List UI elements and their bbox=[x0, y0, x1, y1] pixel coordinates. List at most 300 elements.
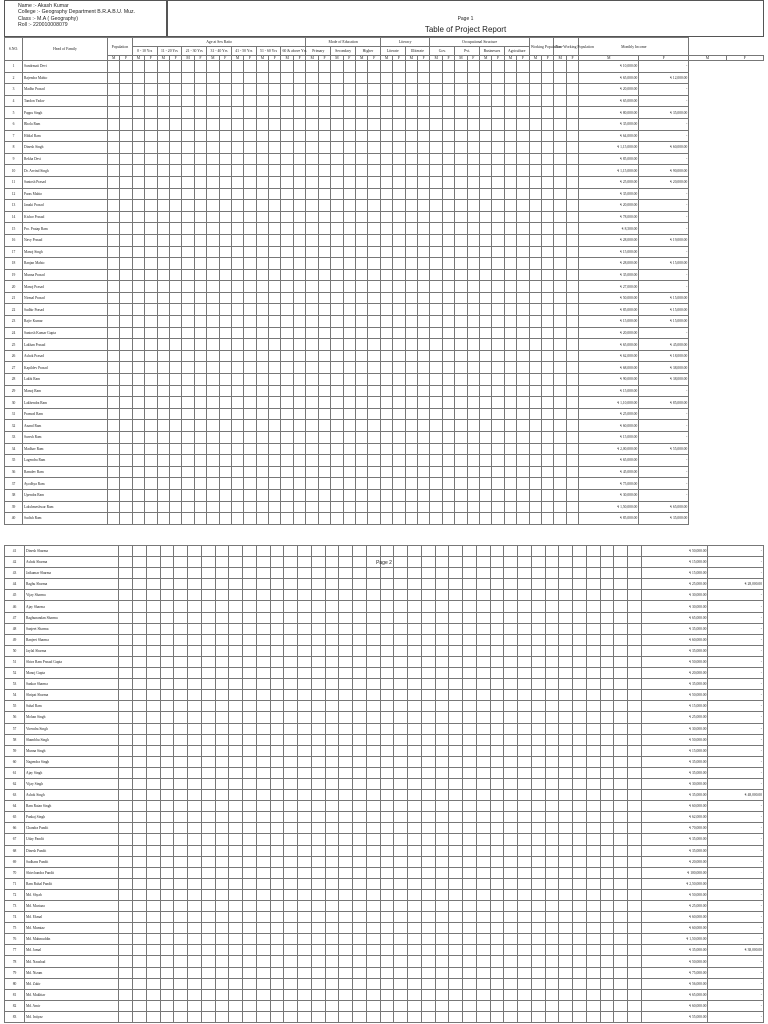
cell-count bbox=[542, 246, 554, 258]
cell-income-male: ₹ 60,000.00 bbox=[641, 634, 708, 645]
cell-count bbox=[408, 856, 422, 867]
cell-count bbox=[270, 612, 284, 623]
cell-income-male: ₹ 25,000.00 bbox=[579, 408, 639, 420]
cell-count bbox=[421, 989, 435, 1000]
cell-count bbox=[368, 385, 380, 397]
cell-count bbox=[380, 978, 394, 989]
cell-count bbox=[529, 269, 541, 281]
cell-count bbox=[298, 867, 312, 878]
cell-count bbox=[243, 701, 257, 712]
cell-count bbox=[517, 246, 530, 258]
cell-count bbox=[269, 188, 281, 200]
cell-count bbox=[504, 234, 516, 246]
cell-count bbox=[600, 623, 614, 634]
cell-count bbox=[517, 84, 530, 96]
cell-count bbox=[356, 84, 368, 96]
cell-count bbox=[573, 889, 587, 900]
cell-count bbox=[231, 200, 243, 212]
cell-count bbox=[343, 304, 355, 316]
cell-count bbox=[476, 1011, 490, 1022]
cell-count bbox=[480, 211, 492, 223]
cell-count bbox=[219, 362, 231, 374]
cell-count bbox=[628, 812, 642, 823]
cell-count bbox=[600, 767, 614, 778]
cell-count bbox=[215, 745, 229, 756]
cell-count bbox=[243, 790, 257, 801]
cell-count bbox=[256, 118, 268, 130]
cell-count bbox=[421, 790, 435, 801]
cell-count bbox=[331, 84, 343, 96]
cell-count bbox=[194, 130, 206, 142]
col-sex: M bbox=[689, 56, 726, 61]
cell-count bbox=[132, 397, 144, 409]
cell-count bbox=[281, 432, 293, 444]
cell-count bbox=[614, 801, 628, 812]
cell-count bbox=[325, 579, 339, 590]
cell-sno: 79 bbox=[5, 967, 25, 978]
cell-count bbox=[405, 292, 417, 304]
cell-count bbox=[393, 397, 405, 409]
cell-count bbox=[298, 701, 312, 712]
table-row bbox=[5, 790, 764, 801]
cell-count bbox=[430, 281, 442, 293]
cell-count bbox=[463, 889, 477, 900]
cell-count bbox=[146, 923, 160, 934]
cell-count bbox=[492, 118, 504, 130]
cell-count bbox=[418, 153, 430, 165]
cell-count bbox=[559, 934, 573, 945]
cell-count bbox=[343, 188, 355, 200]
cell-count bbox=[542, 200, 554, 212]
cell-count bbox=[380, 645, 394, 656]
cell-count bbox=[311, 579, 325, 590]
cell-count bbox=[284, 812, 298, 823]
cell-count bbox=[492, 61, 504, 73]
col-sex: M bbox=[331, 56, 343, 61]
cell-count bbox=[229, 856, 243, 867]
cell-count bbox=[318, 142, 330, 154]
cell-count bbox=[356, 107, 368, 119]
cell-count bbox=[600, 856, 614, 867]
cell-count bbox=[231, 188, 243, 200]
cell-count bbox=[421, 579, 435, 590]
cell-count bbox=[366, 845, 380, 856]
cell-head-name: Manoj Gupta bbox=[24, 668, 118, 679]
col-head-of-family: Head of Family bbox=[23, 38, 108, 61]
cell-count bbox=[600, 889, 614, 900]
cell-income-male: ₹ 50,000.00 bbox=[641, 690, 708, 701]
cell-count bbox=[356, 489, 368, 501]
cell-count bbox=[120, 176, 132, 188]
cell-count bbox=[243, 601, 257, 612]
cell-count bbox=[545, 690, 559, 701]
cell-count bbox=[531, 867, 545, 878]
col-population: Population bbox=[108, 38, 133, 56]
cell-count bbox=[380, 634, 394, 645]
cell-count bbox=[518, 623, 532, 634]
cell-count bbox=[169, 385, 181, 397]
cell-count bbox=[145, 107, 157, 119]
cell-count bbox=[293, 455, 306, 467]
cell-count bbox=[256, 489, 268, 501]
cell-count bbox=[380, 455, 392, 467]
cell-count bbox=[284, 634, 298, 645]
cell-count bbox=[529, 130, 541, 142]
cell-count bbox=[298, 723, 312, 734]
cell-count bbox=[490, 679, 504, 690]
cell-count bbox=[256, 513, 268, 525]
cell-count bbox=[492, 489, 504, 501]
cell-count bbox=[463, 690, 477, 701]
cell-count bbox=[132, 385, 144, 397]
cell-count bbox=[194, 316, 206, 328]
cell-count bbox=[120, 350, 132, 362]
cell-count bbox=[366, 778, 380, 789]
cell-count bbox=[298, 668, 312, 679]
cell-income-female: - bbox=[708, 734, 764, 745]
cell-count bbox=[215, 623, 229, 634]
cell-count bbox=[281, 489, 293, 501]
cell-count bbox=[531, 601, 545, 612]
cell-count bbox=[449, 790, 463, 801]
cell-count bbox=[600, 1011, 614, 1022]
cell-count bbox=[133, 823, 147, 834]
cell-count bbox=[343, 362, 355, 374]
cell-income-male: ₹ 28,000.00 bbox=[579, 234, 639, 246]
cell-count bbox=[133, 901, 147, 912]
cell-count bbox=[449, 712, 463, 723]
cell-count bbox=[554, 443, 566, 455]
table-row bbox=[5, 362, 764, 374]
cell-count bbox=[284, 723, 298, 734]
cell-count bbox=[157, 95, 169, 107]
cell-count bbox=[380, 292, 392, 304]
cell-income-male: ₹ 15,000.00 bbox=[579, 316, 639, 328]
cell-count bbox=[455, 304, 467, 316]
cell-count bbox=[418, 142, 430, 154]
cell-count bbox=[449, 923, 463, 934]
cell-count bbox=[132, 142, 144, 154]
cell-count bbox=[586, 823, 600, 834]
cell-count bbox=[490, 778, 504, 789]
cell-count bbox=[421, 945, 435, 956]
table-row bbox=[5, 455, 764, 467]
cell-count bbox=[311, 656, 325, 667]
cell-count bbox=[231, 61, 243, 73]
cell-count bbox=[455, 362, 467, 374]
cell-income-male: ₹ 20,000.00 bbox=[641, 856, 708, 867]
cell-count bbox=[463, 712, 477, 723]
cell-count bbox=[182, 61, 194, 73]
cell-count bbox=[318, 408, 330, 420]
cell-count bbox=[231, 211, 243, 223]
cell-count bbox=[219, 142, 231, 154]
cell-count bbox=[244, 107, 256, 119]
cell-count bbox=[394, 1000, 408, 1011]
cell-count bbox=[270, 546, 284, 557]
cell-count bbox=[492, 176, 504, 188]
cell-count bbox=[600, 978, 614, 989]
cell-count bbox=[311, 712, 325, 723]
cell-count bbox=[353, 756, 367, 767]
cell-count bbox=[298, 645, 312, 656]
cell-count bbox=[306, 165, 318, 177]
cell-count bbox=[586, 945, 600, 956]
cell-count bbox=[504, 889, 518, 900]
cell-count bbox=[306, 223, 318, 235]
cell-count bbox=[418, 165, 430, 177]
cell-count bbox=[339, 778, 353, 789]
cell-count bbox=[343, 327, 355, 339]
cell-count bbox=[566, 61, 578, 73]
cell-count bbox=[343, 478, 355, 490]
cell-count bbox=[614, 989, 628, 1000]
cell-income-female: ₹ 35,000.00 bbox=[639, 513, 689, 525]
cell-count bbox=[531, 590, 545, 601]
col-sex: M bbox=[455, 56, 467, 61]
cell-count bbox=[490, 546, 504, 557]
cell-count bbox=[380, 176, 392, 188]
cell-count bbox=[545, 623, 559, 634]
cell-count bbox=[628, 1011, 642, 1022]
cell-income-male: ₹ 30,000.00 bbox=[641, 601, 708, 612]
cell-count bbox=[586, 878, 600, 889]
cell-count bbox=[430, 385, 442, 397]
cell-count bbox=[318, 443, 330, 455]
cell-income-female: - bbox=[639, 153, 689, 165]
cell-count bbox=[207, 478, 219, 490]
cell-count bbox=[586, 634, 600, 645]
cell-count bbox=[586, 734, 600, 745]
cell-count bbox=[284, 978, 298, 989]
cell-count bbox=[182, 455, 194, 467]
cell-count bbox=[281, 455, 293, 467]
cell-count bbox=[133, 878, 147, 889]
cell-count bbox=[160, 834, 174, 845]
cell-count bbox=[566, 153, 578, 165]
cell-count bbox=[293, 211, 306, 223]
cell-income-female: - bbox=[708, 612, 764, 623]
cell-count bbox=[331, 374, 343, 386]
cell-count bbox=[231, 258, 243, 270]
cell-count bbox=[229, 690, 243, 701]
cell-count bbox=[394, 967, 408, 978]
cell-count bbox=[435, 1011, 449, 1022]
cell-count bbox=[182, 176, 194, 188]
cell-count bbox=[455, 443, 467, 455]
col-edu-level: Higher bbox=[356, 47, 381, 56]
cell-count bbox=[132, 292, 144, 304]
cell-count bbox=[244, 327, 256, 339]
cell-count bbox=[405, 246, 417, 258]
cell-count bbox=[174, 934, 188, 945]
cell-count bbox=[256, 989, 270, 1000]
cell-count bbox=[492, 223, 504, 235]
cell-count bbox=[366, 590, 380, 601]
cell-count bbox=[182, 258, 194, 270]
cell-count bbox=[298, 956, 312, 967]
cell-count bbox=[518, 546, 532, 557]
cell-count bbox=[201, 701, 215, 712]
cell-count bbox=[215, 867, 229, 878]
cell-count bbox=[455, 84, 467, 96]
cell-sno: 15 bbox=[5, 223, 23, 235]
cell-count bbox=[174, 845, 188, 856]
cell-count bbox=[529, 246, 541, 258]
cell-count bbox=[269, 385, 281, 397]
cell-count bbox=[201, 901, 215, 912]
cell-count bbox=[393, 95, 405, 107]
cell-count bbox=[394, 989, 408, 1000]
cell-count bbox=[430, 478, 442, 490]
cell-count bbox=[467, 153, 479, 165]
cell-count bbox=[430, 130, 442, 142]
cell-count bbox=[518, 612, 532, 623]
cell-count bbox=[449, 601, 463, 612]
cell-count bbox=[215, 1011, 229, 1022]
cell-count bbox=[146, 1011, 160, 1022]
cell-sno: 80 bbox=[5, 978, 25, 989]
cell-count bbox=[281, 211, 293, 223]
cell-count bbox=[405, 316, 417, 328]
cell-count bbox=[517, 234, 530, 246]
cell-count bbox=[559, 623, 573, 634]
cell-count bbox=[559, 701, 573, 712]
cell-count bbox=[480, 72, 492, 84]
cell-count bbox=[421, 645, 435, 656]
cell-count bbox=[119, 723, 133, 734]
cell-count bbox=[269, 316, 281, 328]
cell-income-female: - bbox=[639, 489, 689, 501]
cell-count bbox=[492, 281, 504, 293]
cell-count bbox=[194, 292, 206, 304]
cell-sno: 65 bbox=[5, 812, 25, 823]
cell-count bbox=[529, 501, 541, 513]
cell-count bbox=[554, 84, 566, 96]
cell-count bbox=[566, 408, 578, 420]
cell-count bbox=[490, 956, 504, 967]
cell-count bbox=[215, 912, 229, 923]
cell-count bbox=[490, 889, 504, 900]
cell-count bbox=[343, 211, 355, 223]
cell-count bbox=[281, 107, 293, 119]
cell-count bbox=[542, 478, 554, 490]
cell-count bbox=[339, 834, 353, 845]
col-sex: F bbox=[343, 56, 355, 61]
cell-count bbox=[529, 281, 541, 293]
cell-count bbox=[229, 557, 243, 568]
cell-count bbox=[490, 978, 504, 989]
cell-count bbox=[600, 745, 614, 756]
cell-count bbox=[614, 745, 628, 756]
cell-count bbox=[270, 1011, 284, 1022]
cell-count bbox=[281, 188, 293, 200]
cell-count bbox=[343, 223, 355, 235]
col-sex: F bbox=[393, 56, 405, 61]
cell-count bbox=[270, 934, 284, 945]
cell-count bbox=[318, 292, 330, 304]
cell-count bbox=[120, 362, 132, 374]
cell-count bbox=[318, 501, 330, 513]
cell-income-female: - bbox=[639, 455, 689, 467]
cell-count bbox=[517, 165, 530, 177]
cell-count bbox=[201, 1011, 215, 1022]
cell-count bbox=[356, 443, 368, 455]
cell-count bbox=[614, 834, 628, 845]
cell-head-name: Pappu Singh bbox=[23, 107, 108, 119]
cell-count bbox=[194, 478, 206, 490]
cell-income-male: ₹ 15,000.00 bbox=[579, 246, 639, 258]
cell-count bbox=[293, 292, 306, 304]
cell-count bbox=[157, 443, 169, 455]
cell-count bbox=[174, 912, 188, 923]
cell-count bbox=[554, 350, 566, 362]
cell-head-name: Md. Mumtaz bbox=[24, 923, 118, 934]
cell-count bbox=[476, 723, 490, 734]
cell-count bbox=[256, 767, 270, 778]
cell-count bbox=[132, 130, 144, 142]
cell-count bbox=[169, 61, 181, 73]
cell-count bbox=[394, 934, 408, 945]
cell-count bbox=[146, 856, 160, 867]
cell-count bbox=[418, 339, 430, 351]
cell-count bbox=[229, 934, 243, 945]
cell-head-name: Chandra Pandit bbox=[24, 823, 118, 834]
cell-count bbox=[628, 823, 642, 834]
cell-count bbox=[442, 362, 454, 374]
cell-count bbox=[586, 668, 600, 679]
cell-count bbox=[492, 246, 504, 258]
cell-count bbox=[293, 95, 306, 107]
cell-count bbox=[566, 246, 578, 258]
cell-count bbox=[490, 856, 504, 867]
cell-count bbox=[518, 634, 532, 645]
cell-income-male: ₹ 35,000.00 bbox=[641, 834, 708, 845]
cell-head-name: Virendra Singh bbox=[24, 723, 118, 734]
cell-income-female: - bbox=[708, 712, 764, 723]
cell-count bbox=[463, 967, 477, 978]
cell-count bbox=[145, 223, 157, 235]
cell-count bbox=[157, 339, 169, 351]
cell-sno: 22 bbox=[5, 304, 23, 316]
cell-count bbox=[517, 316, 530, 328]
cell-count bbox=[231, 142, 243, 154]
cell-count bbox=[518, 568, 532, 579]
cell-count bbox=[229, 778, 243, 789]
cell-count bbox=[169, 258, 181, 270]
cell-count bbox=[169, 176, 181, 188]
cell-count bbox=[529, 513, 541, 525]
cell-count bbox=[517, 374, 530, 386]
cell-count bbox=[119, 767, 133, 778]
cell-income-male: ₹ 20,000.00 bbox=[579, 327, 639, 339]
cell-count bbox=[492, 142, 504, 154]
cell-count bbox=[442, 269, 454, 281]
cell-count bbox=[182, 466, 194, 478]
cell-count bbox=[356, 176, 368, 188]
cell-count bbox=[325, 645, 339, 656]
cell-count bbox=[418, 374, 430, 386]
cell-count bbox=[201, 557, 215, 568]
col-edu-level: Secondary bbox=[331, 47, 356, 56]
cell-count bbox=[270, 756, 284, 767]
cell-count bbox=[559, 845, 573, 856]
cell-count bbox=[256, 823, 270, 834]
cell-count bbox=[174, 801, 188, 812]
cell-count bbox=[318, 374, 330, 386]
cell-count bbox=[518, 701, 532, 712]
cell-count bbox=[256, 934, 270, 945]
